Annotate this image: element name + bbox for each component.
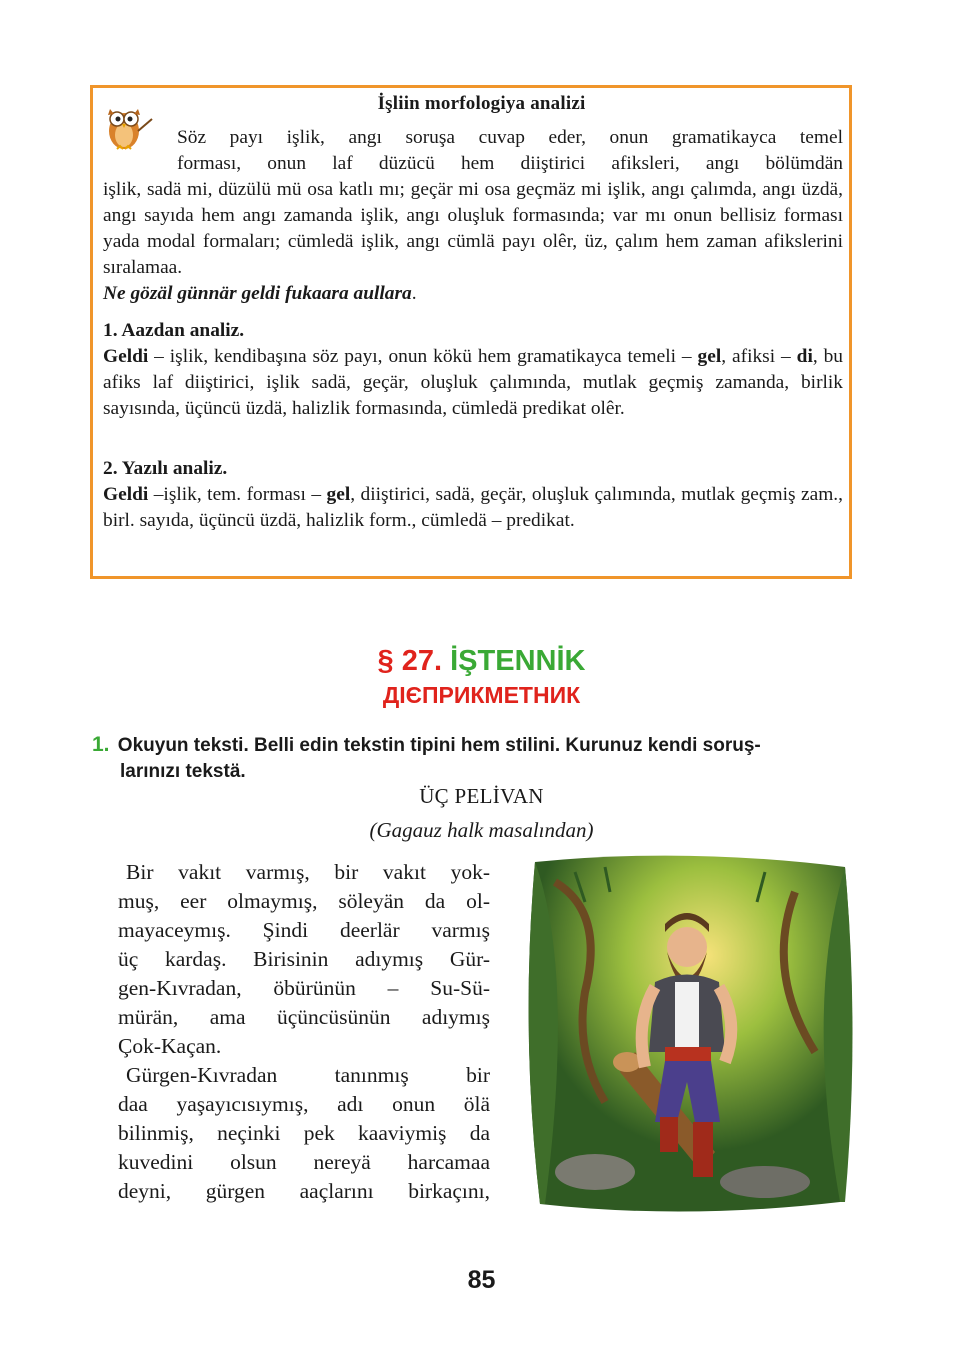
- oral-text: , afiksi –: [721, 346, 797, 367]
- task-number: 1.: [92, 733, 110, 756]
- story-line: kuvedini olsun nereyä harcamaa: [118, 1150, 490, 1174]
- box-title: İşliin morfologiya analizi: [377, 93, 586, 114]
- story-line: mürän, ama üçüncüsünün adıymış: [118, 1005, 490, 1029]
- oral-root: gel: [697, 346, 722, 367]
- written-title: 2. Yazılı analiz.: [103, 458, 228, 479]
- section-title: İŞTENNİK: [450, 645, 586, 677]
- written-text: –işlik, tem. forması –: [148, 484, 327, 505]
- box-intro: [103, 125, 843, 307]
- example-sentence: Ne gözäl günnär geldi fukaara aullara: [103, 283, 412, 304]
- story-line: daa yaşayıcısıymış, adı onun ölä: [118, 1092, 490, 1116]
- oral-text: – işlik, kendibaşına söz payı, onun kökü hem gramatikayca temeli –: [148, 346, 698, 367]
- story-line: deyni, gürgen aaçlarını birkaçını,: [118, 1179, 490, 1203]
- oral-word: Geldi: [103, 346, 149, 367]
- section-subtitle: ДІЄПРИКМЕТНИК: [382, 682, 581, 708]
- oral-analysis: [103, 318, 843, 422]
- story-text: [118, 858, 490, 1206]
- example-period: .: [411, 283, 417, 304]
- intro-line: forması, onun laf düzücü hem diiştirici afiksleri, angı bölümdän: [177, 153, 843, 174]
- story-subtitle: (Gagauz halk masalından): [369, 818, 594, 842]
- story-line: mayaceymış. Şindi deerlär varmış: [118, 918, 490, 942]
- oral-text: , bu afiks laf diiştirici, işlik sadä, geçär, oluşluk çalımında, mutlak geçmiş zamanda, birlik sayısında, üçüncü üzdä, halizlik formasında, cümledä predikat olêr.: [103, 346, 843, 419]
- task-line: larınızı tekstä.: [120, 761, 246, 782]
- written-root: gel: [326, 484, 351, 505]
- task-line: Okuyun teksti. Belli edin tekstin tipini hem stilini. Kurunuz kendi soruş-: [117, 735, 761, 756]
- section-heading: [0, 645, 963, 678]
- story-line: Gürgen-Kıvradan tanınmış bir: [126, 1063, 490, 1087]
- task: [92, 732, 852, 785]
- oral-affix: di: [796, 346, 813, 367]
- story-line: Çok-Kaçan.: [118, 1034, 222, 1058]
- written-word: Geldi: [103, 484, 149, 505]
- story-line: muş, eer olmaymış, söleyän da ol-: [118, 889, 490, 913]
- story-line: üç kardaş. Birisinin adıymış Gür-: [118, 947, 490, 971]
- page-number: 85: [467, 1266, 496, 1294]
- story-title: ÜÇ PELİVAN: [419, 784, 544, 808]
- story-line: gen-Kıvradan, öbürünün – Su-Sü-: [118, 976, 490, 1000]
- written-text: , diiştirici, sadä, geçär, oluşluk çalımında, mutlak geçmiş zam., birl. sayıda, üçüncü üzdä, halizlik form., cümledä – predikat.: [103, 484, 843, 531]
- section-number: § 27.: [377, 645, 443, 677]
- story-line: Bir vakıt varmış, bir vakıt yok-: [126, 860, 490, 884]
- intro-line: Söz payı işlik, angı soruşa cuvap eder, onun gramatikayca temel: [177, 127, 843, 148]
- story-line: bilinmiş, neçinki pek kaaviymiş da: [118, 1121, 490, 1145]
- strongman-illustration: [515, 852, 860, 1217]
- oral-title: 1. Aazdan analiz.: [103, 320, 245, 341]
- intro-text: işlik, sadä mi, düzülü mü osa katlı mı; geçär mi osa geçmäz mi işlik, angı çalımda, angı üzdä, angı sayıda hem angı zamanda işlik, angı oluşluk formasında; var mı onun bellisiz forması yada modal formaları; cümledä işlik, angı cümlä payı olêr, üz, çalım hem zaman afikslerini sıralamaa.: [103, 179, 843, 278]
- written-analysis: [103, 456, 843, 534]
